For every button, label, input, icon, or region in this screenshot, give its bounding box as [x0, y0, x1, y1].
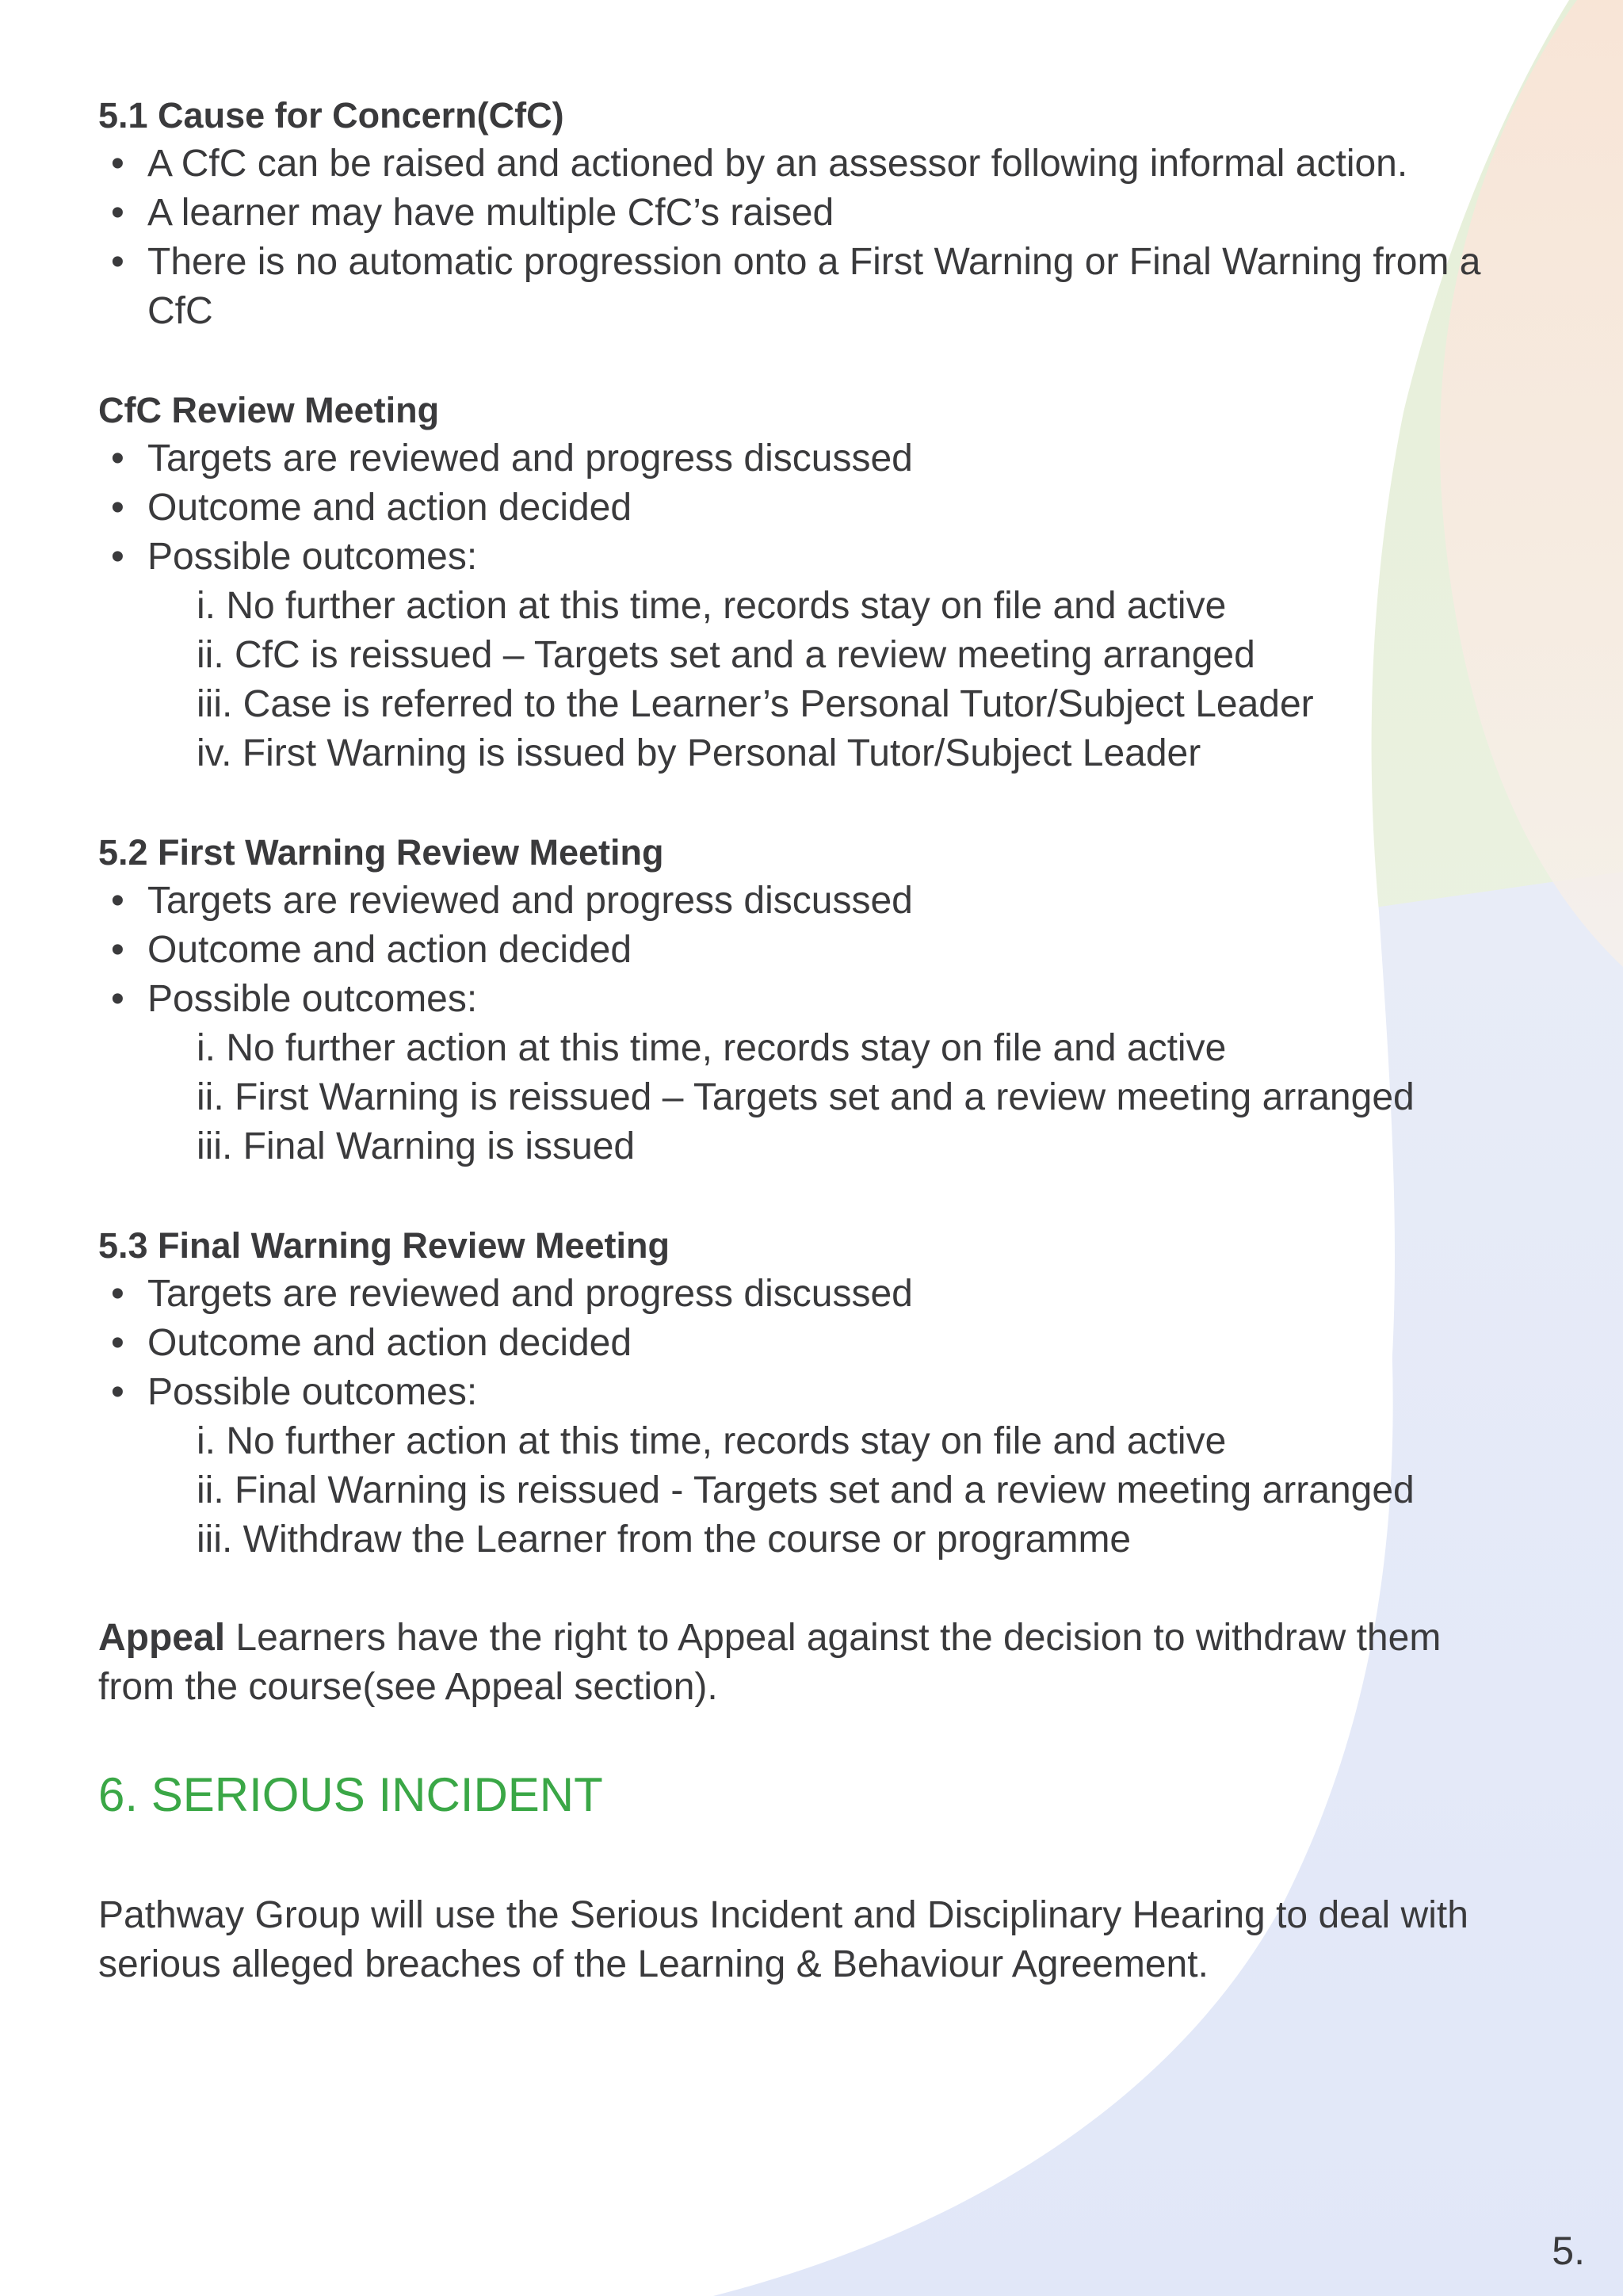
- bullet-icon: •: [111, 143, 124, 185]
- heading-5-2: 5.2 First Warning Review Meeting: [98, 832, 664, 873]
- heading-cfc-review-meeting: CfC Review Meeting: [98, 390, 440, 430]
- outcome-item: iii. Case is referred to the Learner’s Personal Tutor/Subject Leader: [197, 683, 1314, 725]
- heading-5-1: 5.1 Cause for Concern(CfC): [98, 95, 564, 136]
- section-title-serious-incident: 6. SERIOUS INCIDENT: [98, 1768, 603, 1821]
- appeal-label: Appeal: [98, 1617, 226, 1659]
- outcome-item: iv. First Warning is issued by Personal Tutor/Subject Leader: [197, 732, 1201, 774]
- outcome-item: i. No further action at this time, records stay on file and active: [197, 1027, 1227, 1069]
- bullet-icon: •: [111, 536, 124, 578]
- appeal-paragraph-line-2: from the course(see Appeal section).: [98, 1666, 718, 1708]
- outcome-item: iii. Withdraw the Learner from the course or programme: [197, 1519, 1132, 1561]
- bullet-icon: •: [111, 929, 124, 971]
- bullet-icon: •: [111, 880, 124, 922]
- serious-incident-paragraph: Pathway Group will use the Serious Incident and Disciplinary Hearing to deal with: [98, 1894, 1468, 1936]
- bullet-icon: •: [111, 241, 124, 283]
- bullet-icon: •: [111, 1273, 124, 1315]
- outcome-item: ii. CfC is reissued – Targets set and a review meeting arranged: [197, 634, 1255, 676]
- serious-incident-paragraph-line-2: serious alleged breaches of the Learning & Behaviour Agreement.: [98, 1943, 1209, 1985]
- outcome-item: iii. Final Warning is issued: [197, 1125, 636, 1167]
- bullet-icon: •: [111, 1322, 124, 1364]
- outcome-item: ii. Final Warning is reissued - Targets set and a review meeting arranged: [197, 1469, 1415, 1511]
- heading-5-3: 5.3 Final Warning Review Meeting: [98, 1225, 670, 1266]
- outcome-item: ii. First Warning is reissued – Targets set and a review meeting arranged: [197, 1076, 1415, 1118]
- outcome-item: i. No further action at this time, records stay on file and active: [197, 1420, 1227, 1462]
- bullet-icon: •: [111, 978, 124, 1020]
- bullet-icon: •: [111, 437, 124, 479]
- page-number: 5.: [1552, 2229, 1585, 2273]
- bullet-icon: •: [111, 192, 124, 234]
- bullet-icon: •: [111, 487, 124, 529]
- outcome-item: i. No further action at this time, records stay on file and active: [197, 585, 1227, 627]
- appeal-paragraph: Appeal Learners have the right to Appeal against the decision to withdraw them: [98, 1617, 1442, 1659]
- bullet-icon: •: [111, 1371, 124, 1413]
